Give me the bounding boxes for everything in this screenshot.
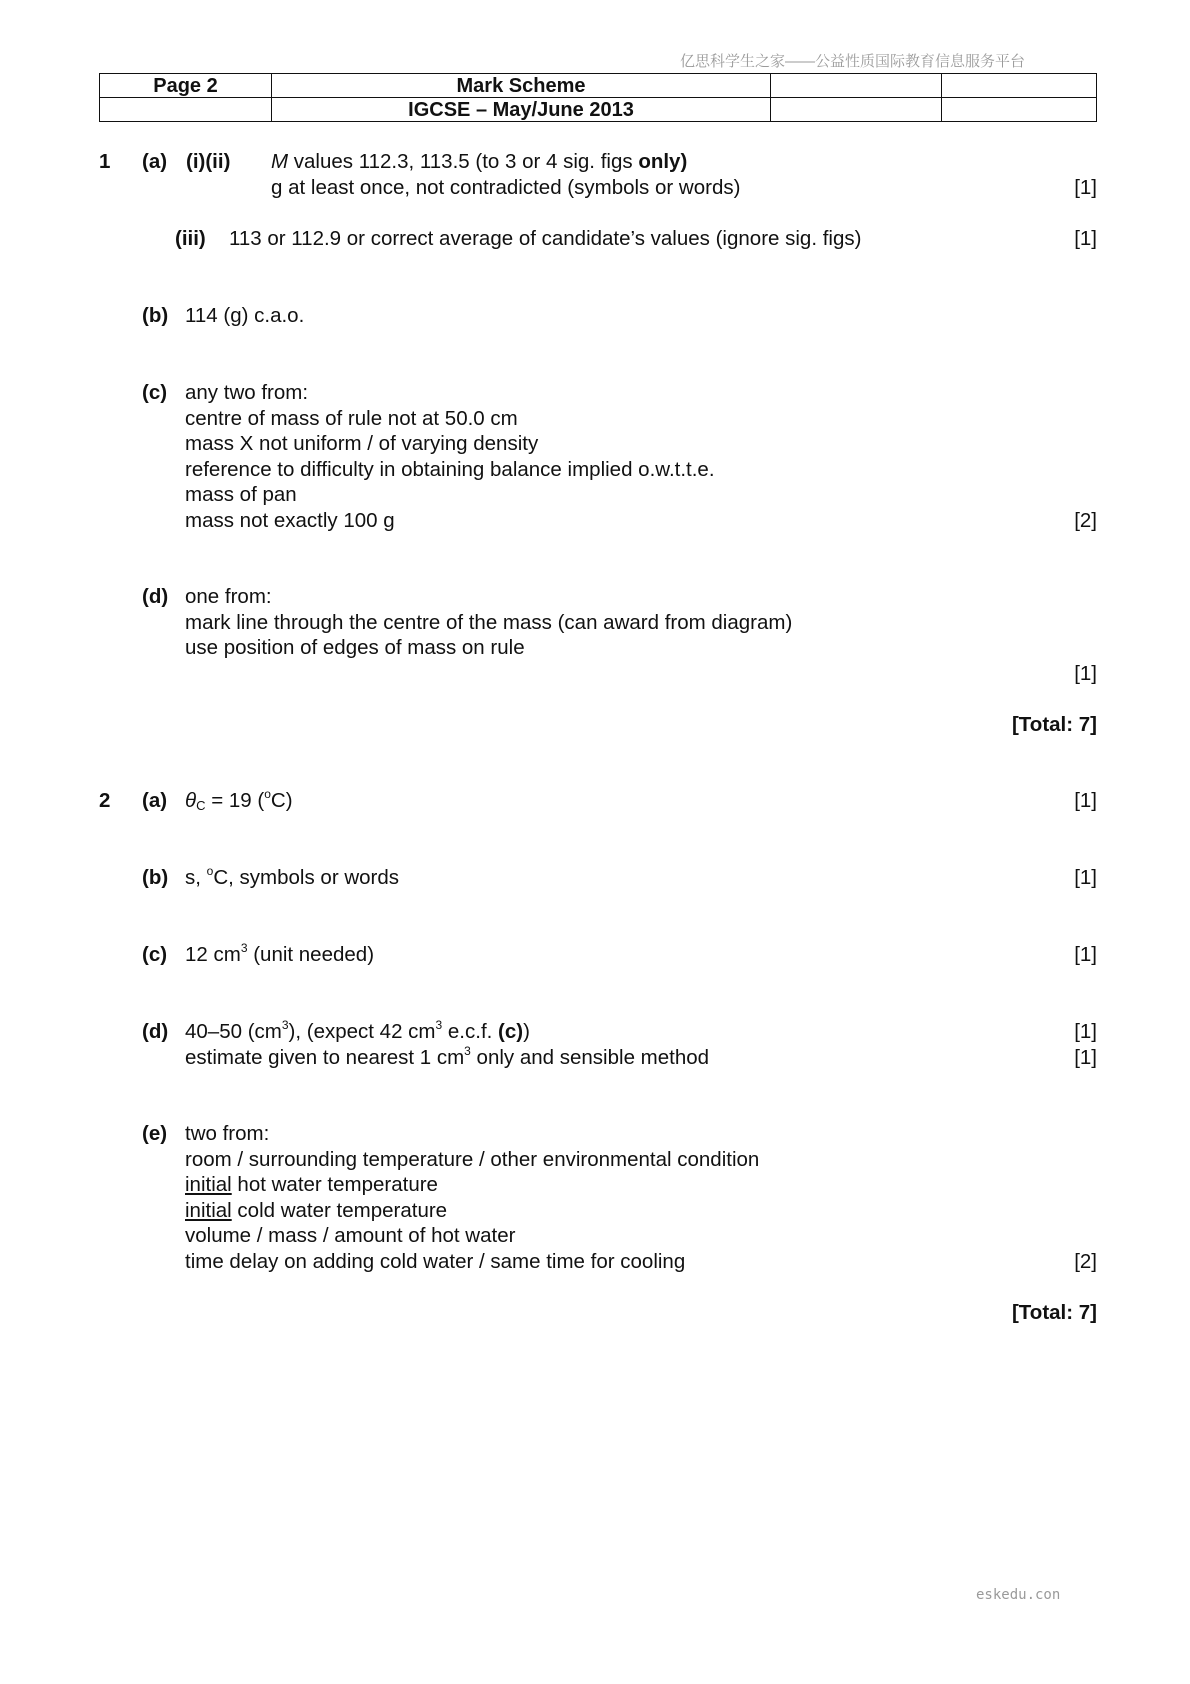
- header-empty-cell: [771, 98, 942, 122]
- q2d-l1b: ), (expect 42 cm: [288, 1020, 436, 1043]
- q2d-label: (d): [142, 1020, 169, 1043]
- q2b-text2: C, symbols or words: [213, 866, 400, 889]
- header-title: Mark Scheme: [272, 74, 771, 98]
- q2b-mark: [1]: [1074, 866, 1097, 889]
- q2d-mark2: [1]: [1074, 1046, 1097, 1069]
- q1-total: [Total: 7]: [1011, 713, 1097, 736]
- list-item: volume / mass / amount of hot water: [185, 1224, 516, 1247]
- q2c-sup: 3: [240, 941, 248, 955]
- q1c-label: (c): [142, 381, 168, 404]
- q1a-label: (a): [142, 150, 168, 173]
- list-item: mark line through the centre of the mass (can award from diagram): [185, 611, 793, 634]
- q1d-label: (d): [142, 585, 169, 608]
- q1a-mark-i-ii: [1]: [1074, 176, 1097, 199]
- watermark-top: 亿思科学生之家——公益性质国际教育信息服务平台: [680, 53, 1026, 70]
- list-item: [185, 1198, 447, 1224]
- q2b-text: [185, 865, 399, 891]
- q2e-item3-rest: cold water temperature: [231, 1199, 448, 1222]
- q1d-intro: one from:: [185, 585, 272, 608]
- q1b-label: (b): [142, 304, 169, 327]
- q1a-line1: [271, 149, 687, 175]
- q2a-degree: o: [264, 787, 271, 801]
- q2d-l2a: estimate given to nearest 1 cm: [185, 1046, 465, 1069]
- q2e-intro: two from:: [185, 1122, 270, 1145]
- header-empty-cell: [100, 98, 272, 122]
- q1a-line1-bold: only): [638, 150, 688, 173]
- q2d-line1: [185, 1019, 530, 1045]
- q1c-mark: [2]: [1074, 509, 1097, 532]
- q1d-mark: [1]: [1074, 662, 1097, 685]
- q2d-l2-sup: 3: [464, 1044, 471, 1058]
- q2e-initial-underlined: initial: [185, 1173, 232, 1196]
- header-paper: [942, 74, 1097, 98]
- list-item: reference to difficulty in obtaining balance implied o.w.t.t.e.: [185, 458, 715, 481]
- q1a-mark-iii: [1]: [1074, 227, 1097, 250]
- list-item: use position of edges of mass on rule: [185, 636, 525, 659]
- q1a-i-ii-label: (i)(ii): [186, 150, 231, 173]
- q2c-label: (c): [142, 943, 168, 966]
- q2e-label: (e): [142, 1122, 168, 1145]
- q2d-l1a: 40–50 (cm: [185, 1020, 282, 1043]
- q2c-mark: [1]: [1074, 943, 1097, 966]
- list-item: mass X not uniform / of varying density: [185, 432, 539, 455]
- q2d-l1-sup2: 3: [435, 1018, 443, 1032]
- q2e-item2-rest: hot water temperature: [231, 1173, 438, 1196]
- q2d-l1-bold: (c): [498, 1020, 524, 1043]
- q1c-intro: any two from:: [185, 381, 309, 404]
- q1a-iii-text: 113 or 112.9 or correct average of candidate’s values (ignore sig. figs): [229, 227, 862, 250]
- q2d-mark1: [1]: [1074, 1020, 1097, 1043]
- q2d-line2: [185, 1045, 709, 1071]
- list-item: time delay on adding cold water / same time for cooling: [185, 1250, 686, 1273]
- q1a-var-m: M: [271, 150, 289, 173]
- q1-number: 1: [99, 150, 111, 173]
- header-page: Page 2: [100, 74, 272, 98]
- q2c-text: [185, 942, 374, 968]
- q2c-text2: (unit needed): [247, 943, 375, 966]
- header-table: [99, 73, 1097, 122]
- q2a-label: (a): [142, 789, 168, 812]
- q2d-l2b: only and sensible method: [470, 1046, 710, 1069]
- q2a-text: [185, 788, 293, 814]
- list-item: room / surrounding temperature / other environmental condition: [185, 1148, 760, 1171]
- q2a-text2: C): [270, 789, 293, 812]
- q2e-initial-underlined: initial: [185, 1199, 232, 1222]
- list-item: mass not exactly 100 g: [185, 509, 395, 532]
- q2d-l1d: ): [523, 1020, 530, 1043]
- header-empty-cell: [942, 98, 1097, 122]
- q2d-l1c: e.c.f.: [442, 1020, 499, 1043]
- list-item: [185, 1172, 438, 1198]
- q2-number: 2: [99, 789, 111, 812]
- q2d-l1-sup: 3: [281, 1018, 289, 1032]
- q1a-line2: g at least once, not contradicted (symbols or words): [271, 176, 741, 199]
- q1a-iii-label: (iii): [175, 227, 206, 250]
- q2a-sub: C: [196, 798, 206, 813]
- q1a-line1-text: values 112.3, 113.5 (to 3 or 4 sig. figs: [288, 150, 639, 173]
- q2a-theta: θ: [185, 789, 197, 812]
- q2b-label: (b): [142, 866, 169, 889]
- q1b-text: 114 (g) c.a.o.: [185, 304, 305, 327]
- q2-total: [Total: 7]: [1011, 1301, 1097, 1324]
- q2e-mark: [2]: [1074, 1250, 1097, 1273]
- q2c-text1: 12 cm: [185, 943, 241, 966]
- q2b-degree: o: [206, 864, 214, 878]
- watermark-bottom: eskedu.con: [976, 1587, 1061, 1603]
- q2a-mark: [1]: [1074, 789, 1097, 812]
- q2b-text1: s,: [185, 866, 207, 889]
- q2a-text1: = 19 (: [205, 789, 265, 812]
- list-item: centre of mass of rule not at 50.0 cm: [185, 407, 518, 430]
- list-item: mass of pan: [185, 483, 297, 506]
- header-exam: IGCSE – May/June 2013: [272, 98, 771, 122]
- header-syllabus: [771, 74, 942, 98]
